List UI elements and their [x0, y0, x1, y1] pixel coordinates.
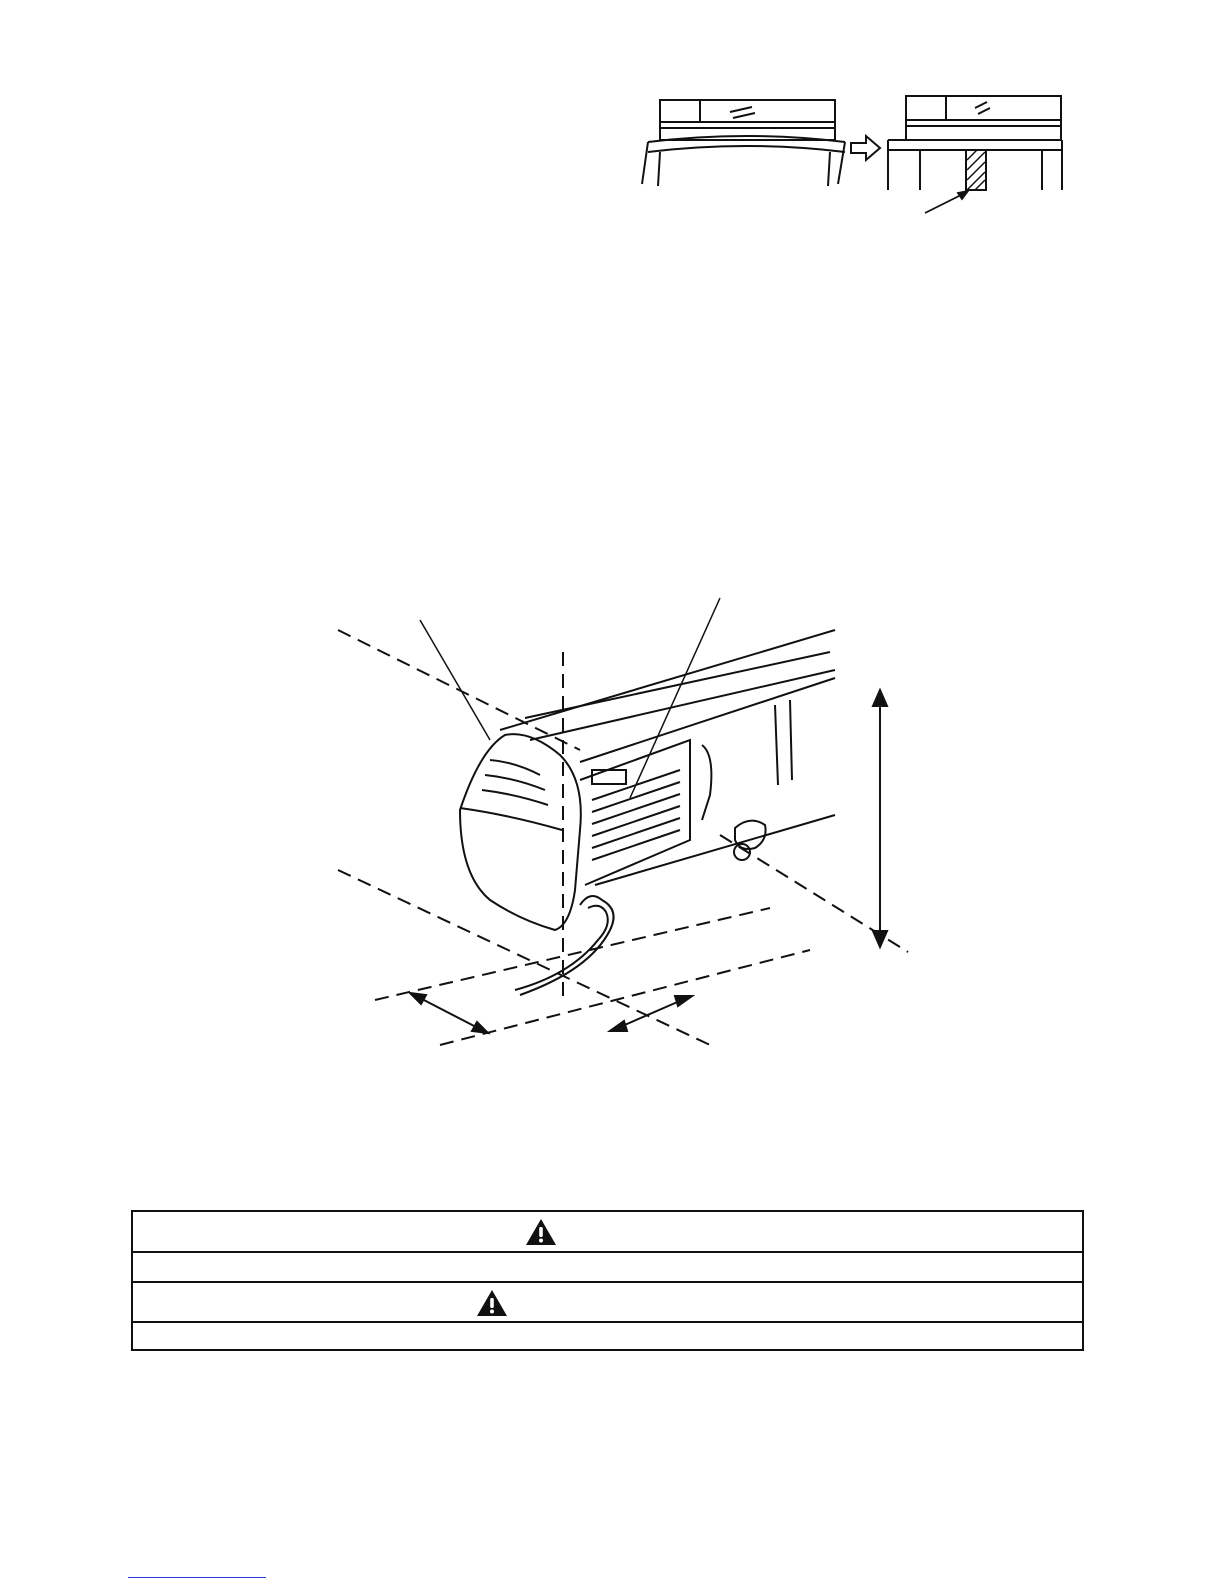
caution-text-row — [133, 1323, 1082, 1351]
hatched-support — [967, 150, 985, 190]
warning-header-row — [133, 1212, 1082, 1253]
indoor-unit-drawing — [460, 630, 835, 995]
installation-clearance-figure — [330, 590, 930, 1070]
warning-text-row — [133, 1253, 1082, 1283]
warning-table — [131, 1210, 1084, 1351]
caution-header-row — [133, 1283, 1082, 1323]
unit-curved-support — [642, 100, 845, 186]
warning-triangle-icon — [525, 1218, 557, 1246]
footer-link[interactable] — [128, 1577, 266, 1578]
warning-triangle-icon — [476, 1289, 508, 1317]
double-arrow-icon — [410, 690, 887, 1033]
unit-flat-support — [888, 96, 1062, 190]
leader-arrow — [925, 191, 968, 213]
mounting-surface-figure — [630, 80, 1080, 230]
right-arrow-icon — [851, 136, 880, 160]
